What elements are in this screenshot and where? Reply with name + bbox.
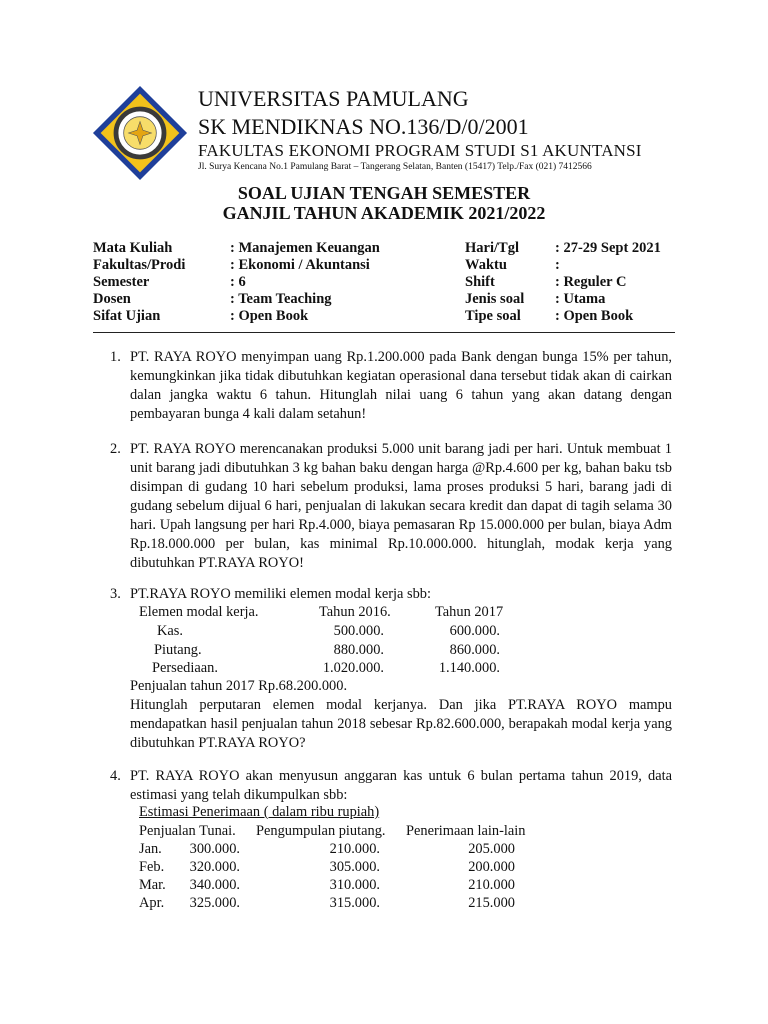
question-number: 4. [110,768,121,784]
month-label: Jan. [139,841,162,857]
other-income-value: 205.000 [468,841,515,857]
question-3-intro: PT.RAYA ROYO memiliki elemen modal kerja sbb: [130,586,431,602]
info-value-date: : 27-29 Sept 2021 [555,240,661,256]
month-label: Feb. [139,859,165,875]
header-divider [93,332,675,333]
other-income-value: 200.000 [468,859,515,875]
info-value-shift: : Reguler C [555,274,627,290]
info-label-shift: Shift [465,274,495,290]
collection-value: 210.000. [329,841,380,857]
table-header-2016: Tahun 2016. [319,604,391,620]
academic-year-title: GANJIL TAHUN AKADEMIK 2021/2022 [222,203,546,223]
other-income-value: 215.000 [468,895,515,911]
question-2 [110,440,672,573]
university-name: UNIVERSITAS PAMULANG [198,86,469,111]
question-4 [110,767,672,805]
question-text: PT. RAYA ROYO merencanakan produksi 5.000 unit barang jadi per hari. Untuk membuat 1 unit barang jadi dibutuhkan 3 kg bahan baku dengan harga @Rp.4.600 per kg, bahan baku tsb disimpan di gudang 10 hari sebelum produksi, lama proses produksi 5 hari, barang jadi di gudang sebelum dijual 6 hari, penjualan di lakukan secara kredit dan dapat di tagih selama 30 hari. Upah langsung per hari Rp.4.000, biaya pemasaran Rp 15.000.000 per bulan, biaya Adm Rp.18.000.000 per bulan, kas minimal Rp.10.000.000. hitunglah, modak kerja yang dibutuhkan PT.RAYA ROYO! [130,441,672,571]
question-3-task [110,696,672,753]
info-value-course: : Manajemen Keuangan [230,240,380,256]
table-cell-item: Persediaan. [152,660,218,676]
table-cell-item: Piutang. [154,642,202,658]
faculty-program: FAKULTAS EKONOMI PROGRAM STUDI S1 AKUNTANSI [198,141,642,160]
info-label-semester: Semester [93,274,150,290]
table-header-2017: Tahun 2017 [435,604,504,620]
table-cell-2017: 600.000. [449,623,500,639]
collection-value: 310.000. [329,877,380,893]
table-cell-2017: 860.000. [449,642,500,658]
month-label: Apr. [139,895,165,911]
info-label-lecturer: Dosen [93,291,131,307]
cash-sales-value: 320.000. [189,859,240,875]
collection-value: 305.000. [329,859,380,875]
info-value-time: : [555,257,560,273]
month-label: Mar. [139,877,166,893]
table-cell-2016: 1.020.000. [322,660,384,676]
info-label-date: Hari/Tgl [465,240,519,256]
table-cell-2016: 500.000. [333,623,384,639]
question-text: PT. RAYA ROYO akan menyusun anggaran kas untuk 6 bulan pertama tahun 2019, data estimasi yang telah dikumpulkan sbb: [130,768,672,803]
table-cell-item: Kas. [157,623,183,639]
info-value-semester: : 6 [230,274,246,290]
receipt-estimate-subtitle: Estimasi Penerimaan ( dalam ribu rupiah) [139,804,380,820]
question-number: 2. [110,441,121,457]
question-number: 1. [110,349,121,365]
question-text: Hitunglah perputaran elemen modal kerjanya. Dan jika PT.RAYA ROYO mampu mendapatkan hasil penjualan tahun 2018 sebesar Rp.82.600.000, berapakah modal kerja yang dibutuhkan PT.RAYA ROYO? [130,697,672,751]
info-value-exam-nature: : Open Book [230,308,309,324]
cash-sales-value: 340.000. [189,877,240,893]
question-1 [110,348,672,424]
info-label-question-type: Tipe soal [465,308,521,324]
question-3-sales: Penjualan tahun 2017 Rp.68.200.000. [130,678,348,694]
info-label-time: Waktu [465,257,507,273]
question-text: PT. RAYA ROYO menyimpan uang Rp.1.200.000 pada Bank dengan bunga 15% per tahun, kemungkinkan jika tidak dibutuhkan kegiatan operasional dana tersebut tidak akan di cairkan dalan jangka waktu 6 tahun. Hitunglah nilai uang 6 tahun yang akan datang dengan pembayaran bunga 4 kali dalam setahun! [130,349,672,422]
info-label-question-kind: Jenis soal [465,291,525,307]
table-cell-2016: 880.000. [333,642,384,658]
exam-title: SOAL UJIAN TENGAH SEMESTER [237,183,531,203]
table-header-element: Elemen modal kerja. [139,604,259,620]
cash-sales-value: 300.000. [189,841,240,857]
other-income-value: 210.000 [468,877,515,893]
info-label-exam-nature: Sifat Ujian [93,308,161,324]
question-number: 3. [110,586,121,602]
info-label-course: Mata Kuliah [93,240,173,256]
info-label-faculty: Fakultas/Prodi [93,257,186,273]
column-header-other-income: Penerimaan lain-lain [406,823,526,839]
decree-number: SK MENDIKNAS NO.136/D/0/2001 [198,114,529,139]
university-logo [92,85,188,181]
column-header-collection: Pengumpulan piutang. [256,823,386,839]
info-value-question-type: : Open Book [555,308,634,324]
info-value-question-kind: : Utama [555,291,606,307]
info-value-lecturer: : Team Teaching [230,291,332,307]
info-value-faculty: : Ekonomi / Akuntansi [230,257,370,273]
collection-value: 315.000. [329,895,380,911]
cash-sales-value: 325.000. [189,895,240,911]
table-cell-2017: 1.140.000. [438,660,500,676]
column-header-cash-sales: Penjualan Tunai. [139,823,236,839]
address-line: Jl. Surya Kencana No.1 Pamulang Barat – Tangerang Selatan, Banten (15417) Telp./Fax (021) 7412566 [198,162,592,172]
